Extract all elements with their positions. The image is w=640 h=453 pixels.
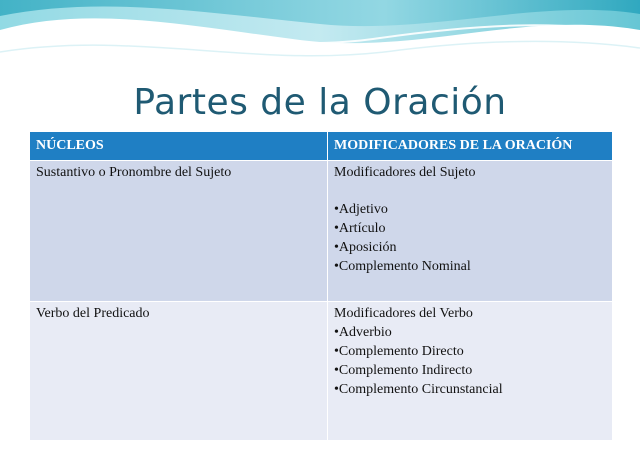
list-item: •Complemento Nominal [334,259,471,274]
column-header-modificadores: MODIFICADORES DE LA ORACIÓN [328,132,613,161]
modificadores-title: Modificadores del Sujeto [334,165,476,180]
list-item: •Artículo [334,221,386,236]
modificadores-cell [328,161,613,302]
column-header-nucleos: NÚCLEOS [30,132,328,161]
list-item: •Adjetivo [334,202,388,217]
modificadores-cell [328,302,613,441]
nucleo-cell [30,302,328,441]
content-table [30,132,612,440]
spacer [334,182,606,200]
table-row [30,302,612,441]
list-item: •Aposición [334,240,397,255]
list-item: •Complemento Circunstancial [334,382,503,397]
modificadores-title: Modificadores del Verbo [334,306,473,321]
table-header-row [30,132,612,161]
nucleo-text: Verbo del Predicado [36,306,150,321]
nucleo-text: Sustantivo o Pronombre del Sujeto [36,165,232,180]
nucleo-cell [30,161,328,302]
page-title: Partes de la Oración [133,82,507,123]
table-row [30,161,612,302]
decorative-wave [0,0,640,80]
list-item: •Adverbio [334,325,392,340]
list-item: •Complemento Indirecto [334,363,473,378]
list-item: •Complemento Directo [334,344,464,359]
